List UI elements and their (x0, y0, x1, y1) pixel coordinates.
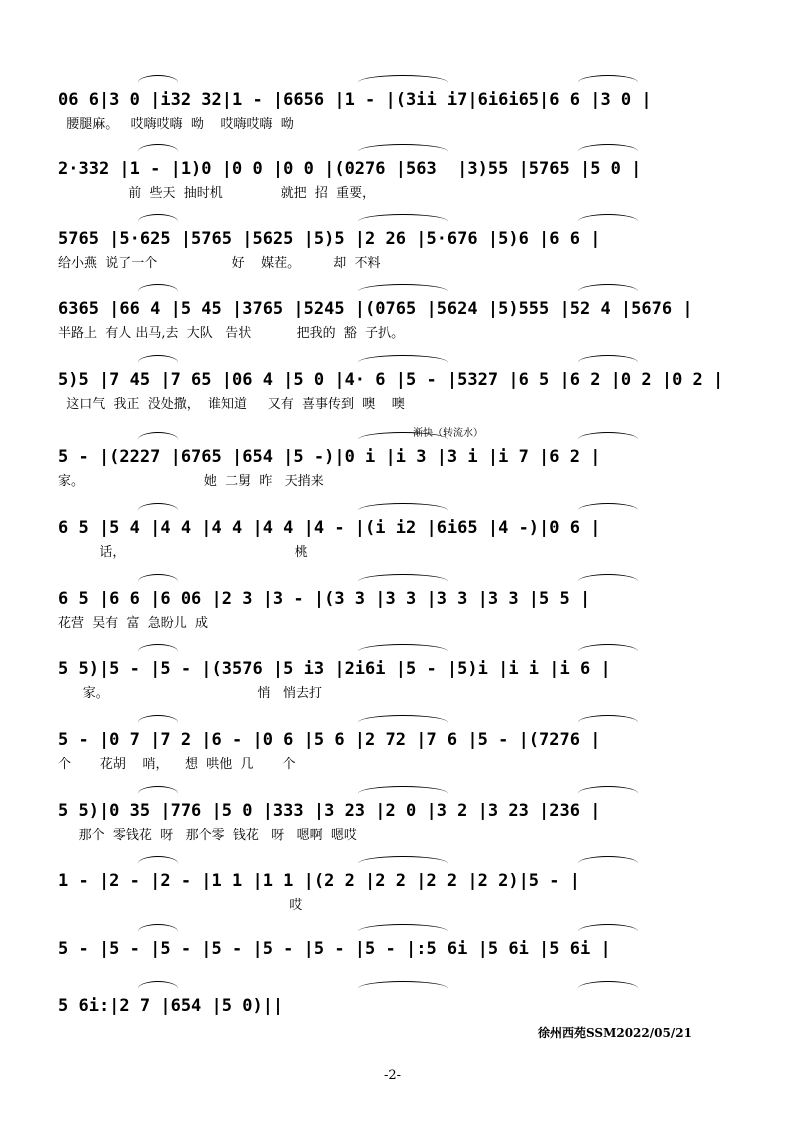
slur-arc (358, 715, 448, 730)
notation-line: 5 - |5 - |5 - |5 - |5 - |5 - |5 - |:5 6i |5 6i |5 6i | (58, 939, 611, 959)
slur-arc (358, 214, 448, 229)
notation-line: 5 - |0 7 |7 2 |6 - |0 6 |5 6 |2 72 |7 6 |5 - |(7276 | (58, 730, 601, 750)
slur-arc (138, 715, 178, 730)
slur-arc (138, 144, 178, 159)
lyric-line: 这口气 我正 没处撒， 谁知道 又有 喜事传到 噢 噢 (58, 397, 405, 412)
slur-arc (138, 856, 178, 871)
slur-arc (138, 503, 178, 518)
notation-line: 06 6|3 0 |i32 32|1 - |6656 |1 - |(3ii i7|6i6i65|6 6 |3 0 | (58, 90, 652, 110)
lyric-line: 哎 (58, 898, 303, 913)
slur-arc (578, 284, 638, 299)
slur-arc (138, 981, 178, 996)
slur-arc (358, 503, 448, 518)
slur-arc (358, 432, 448, 447)
slur-arc (578, 715, 638, 730)
notation-line: 6 5 |6 6 |6 06 |2 3 |3 - |(3 3 |3 3 |3 3 |3 3 |5 5 | (58, 589, 591, 609)
lyric-line: 个 花胡 哨， 想 哄他 几 个 (58, 757, 296, 772)
slur-arc (358, 924, 448, 939)
lyric-line: 腰腿麻。 哎嗨哎嗨 呦 哎嗨哎嗨 呦 (58, 117, 294, 132)
lyric-line: 给小燕 说了一个 好 媒茬。 却 不料 (58, 256, 381, 271)
slur-arc (138, 355, 178, 370)
lyric-line: 家。 悄 悄去打 (58, 686, 322, 701)
slur-arc (138, 214, 178, 229)
slur-arc (138, 284, 178, 299)
slur-arc (578, 924, 638, 939)
slur-arc (358, 644, 448, 659)
slur-arc (578, 644, 638, 659)
notation-line: 5765 |5·625 |5765 |5625 |5)5 |2 26 |5·676 |5)6 |6 6 | (58, 229, 601, 249)
lyric-line: 半路上 有人 出马,去 大队 告状 把我的 豁 子扒。 (58, 326, 405, 341)
page-number: -2- (384, 1068, 402, 1083)
slur-arc (578, 786, 638, 801)
slur-arc (578, 981, 638, 996)
slur-arc (358, 856, 448, 871)
slur-arc (358, 75, 448, 90)
slur-arc (138, 924, 178, 939)
notation-line: 5)5 |7 45 |7 65 |06 4 |5 0 |4· 6 |5 - |5327 |6 5 |6 2 |0 2 |0 2 | (58, 370, 724, 390)
lyric-line: 前 些天 抽时机 就把 招 重要， (58, 186, 376, 201)
slur-arc (138, 75, 178, 90)
lyric-line: 花营 吴有 富 急盼儿 成 (58, 616, 209, 631)
slur-arc (578, 144, 638, 159)
tempo-marking: 渐快（转流水） (413, 428, 483, 439)
slur-arc (138, 432, 178, 447)
slur-arc (578, 214, 638, 229)
slur-arc (358, 786, 448, 801)
notation-line: 1 - |2 - |2 - |1 1 |1 1 |(2 2 |2 2 |2 2 |2 2)|5 - | (58, 871, 580, 891)
lyric-line: 话， 桃 (58, 545, 308, 560)
notation-line: 5 5)|0 35 |776 |5 0 |333 |3 23 |2 0 |3 2 |3 23 |236 | (58, 801, 601, 821)
slur-arc (578, 856, 638, 871)
notation-line: 5 6i:|2 7 |654 |5 0)|| (58, 996, 284, 1016)
slur-arc (358, 284, 448, 299)
slur-arc (138, 574, 178, 589)
slur-arc (358, 574, 448, 589)
footer-credit: 徐州西苑SSM2022/05/21 (538, 1026, 692, 1040)
slur-arc (578, 574, 638, 589)
slur-arc (578, 355, 638, 370)
slur-arc (138, 644, 178, 659)
notation-line: 6365 |66 4 |5 45 |3765 |5245 |(0765 |5624 |5)555 |52 4 |5676 | (58, 299, 693, 319)
slur-arc (578, 432, 638, 447)
slur-arc (138, 786, 178, 801)
slur-arc (358, 144, 448, 159)
slur-arc (578, 75, 638, 90)
notation-line: 2·332 |1 - |1)0 |0 0 |0 0 |(0276 |563 |3)55 |5765 |5 0 | (58, 159, 642, 179)
notation-line: 6 5 |5 4 |4 4 |4 4 |4 4 |4 - |(i i2 |6i65 |4 -)|0 6 | (58, 518, 601, 538)
notation-line: 5 5)|5 - |5 - |(3576 |5 i3 |2i6i |5 - |5)i |i i |i 6 | (58, 659, 611, 679)
lyric-line: 家。 她 二舅 昨 天捎来 (58, 474, 324, 489)
notation-line: 5 - |(2227 |6765 |654 |5 -)|0 i |i 3 |3 i |i 7 |6 2 | (58, 447, 601, 467)
slur-arc (358, 981, 448, 996)
slur-arc (358, 355, 448, 370)
lyric-line: 那个 零钱花 呀 那个零 钱花 呀 嗯啊 嗯哎 (58, 828, 357, 843)
slur-arc (578, 503, 638, 518)
